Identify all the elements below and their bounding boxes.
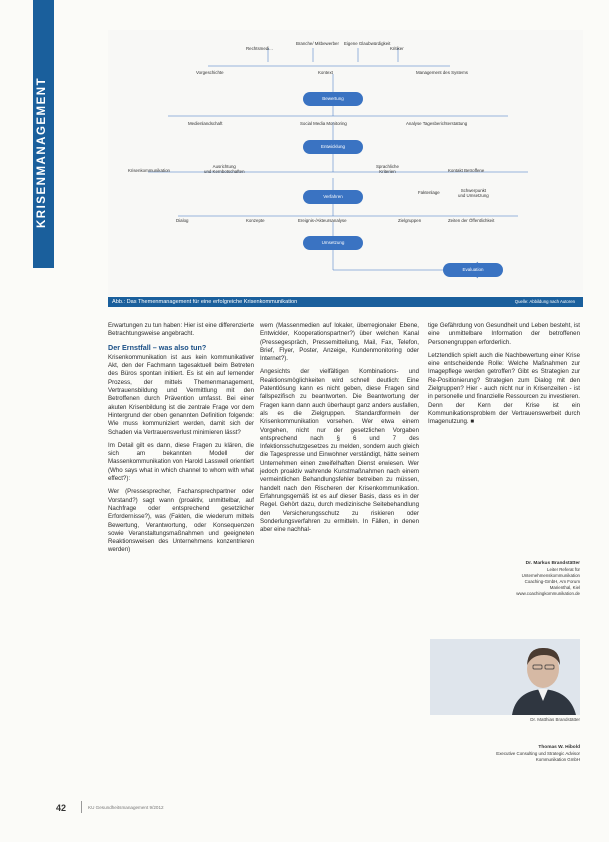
row4-node: Ereignis-/Akteursanalyse [298, 218, 347, 223]
footer-divider [81, 801, 82, 813]
paragraph: Angesichts der vielfältigen Kombinations- und Reaktionsmöglichkeiten wird schnell deutlich: Eine Patentlösung kann es nicht geben, diese Fragen sind fallspezifisch zu beantworten. Die Beantwortung der Fragen kann dann auch überhaupt ganz anders ausfallen, als es die Zielgruppen. Standardformeln der Krisenkommunikation vorsehen. Wer etwa einem Vorgehen, nicht nur der gesetzlichen Vorgaben entsprechend nach § 6 und 7 des Infektionsschutzgesetzes zu melden, sondern auch gleich die Tagespresse und Einwohner verständigt, hätte seinem Unternehmen einen zweifelhaften Dienst erwiesen. Wer jedoch proaktiv wahrende Kunstmaßnahmen nach einem vermeintlichen Behandlungsfehler betreiben zu müssen, handelt nach den Rischeren der Krisenkommunikation. Erfahrungsgemäß ist es auf dieser Basis, dass es in der Regel. Gehört dazu, durch medizinische Seitebehandlung den Versicherungsschutz zu riskieren oder Sonderlungsverfahren zu ermitteln. In Fällen, in denen aber eine nachhal- [260, 368, 419, 534]
top-node: Rechtsmedi... [246, 46, 273, 51]
diagram-connectors [108, 30, 583, 296]
row2-node: Analyse Tagesberichterstattung [406, 121, 468, 126]
caption-source: Quelle: Abbildung nach Autoren [514, 299, 575, 304]
paragraph: Erwartungen zu tun haben: Hier ist eine differenzierte Betrachtungsweise angebracht. [108, 322, 254, 338]
row4-node: Konzepte [246, 218, 265, 223]
row3-node: Kontakt Betroffene [448, 168, 485, 173]
row1-node: Management des Systems [416, 70, 468, 75]
text-column-1 [108, 322, 254, 560]
stage-pill: Bewertung [303, 92, 363, 106]
author-bio-2 [430, 744, 580, 763]
section-tab-label: KRISENMANAGEMENT [36, 76, 48, 228]
caption-title: Abb.: Das Themenmanagement für eine erfolgreiche Krisenkommunikation [112, 299, 298, 305]
row3-node: Sprachliche Kriterien [376, 164, 399, 175]
author-bio-1 [430, 560, 580, 597]
figure-caption [108, 297, 583, 307]
paragraph: tige Gefährdung von Gesundheit und Leben besteht, ist eine unmittelbare Information der betroffenen Personengruppen erforderlich. [428, 322, 580, 346]
author-name: Thomas W. Hibold [538, 745, 580, 750]
photo-caption: Dr. Matthias Brandstätter [530, 717, 580, 722]
row3b-node: Faktenlage [418, 190, 440, 195]
bio-line: Kommunikation GmbH [535, 757, 580, 762]
page-number: 42 [56, 803, 67, 813]
row1-node: Vorgeschichte [196, 70, 224, 75]
paragraph: Krisenkommunikation ist aus kein kommunikativer Akt, den der Fachmann tagesaktuell beim Betreten des Büros spontan initiiert. Es ist ein auf lernender Prozess, der mittels Themenmanagement, Vertrauensbildung und Vermittlung mit den Betroffenen durch Prävention umfasst. Bei einer akuten Krisenbildung ist die zentrale Frage vor dem Hintergrund der oben genannten Definition folgende: Wie muss kommuniziert werden, damit sich der Schaden via Vertrauensverlust minimieren lässt? [108, 353, 254, 436]
row4-node: Zielgruppen [398, 218, 422, 223]
row1-node: Kontext [318, 70, 333, 75]
bio-line: www.coachingkommunikation.de [516, 591, 580, 596]
text-column-2 [260, 322, 419, 539]
bio-line: Executive Consulting und Strategic Advisor [496, 751, 580, 756]
stage-pill: Verfahren [303, 190, 363, 204]
subheading: Der Ernstfall – was also tun? [108, 342, 207, 352]
paragraph: Letztendlich spielt auch die Nachbewertung einer Krise eine entscheidende Rolle: Welche Maßnahmen zur Imagepflege werden getroffen? Gibt es Strategien zur Re-Positionierung? Strategien zum Dialog mit den Zielgruppen? Hier - auch nicht nur in Krisenzeiten - ist in personelle und finanzielle Ressourcen zu investieren. Denn der Kern der Krise ist ein Kommunikationsproblem der Vertrauenswerbeit durch Imagenutzung. ■ [428, 351, 580, 426]
paragraph: Im Detail gilt es dann, diese Fragen zu klären, die sich am bekannten Modell der Massenkommunikation von Harold Lasswell orientiert (Who says what in which channel to whom with what effect?): [108, 441, 254, 483]
row2-node: Medienlandschaft [188, 121, 223, 126]
text-column-3 [428, 322, 580, 432]
row4-node: Zeiten der Öffentlichkeit [448, 218, 495, 223]
portrait-image [430, 639, 580, 715]
author-photo [430, 639, 580, 715]
row4-node: Dialog [176, 218, 189, 223]
bio-line: Unternehmenskommunikation [521, 573, 580, 578]
author-name: Dr. Markus Brandstätter [525, 561, 580, 566]
process-diagram [108, 30, 583, 296]
row3b-node: Schwerpunkt und Umsetzung [458, 188, 489, 199]
row2-node: Social Media Monitoring [300, 121, 347, 126]
top-node: Branche/ Mitbewerber [296, 41, 339, 46]
top-node: Kritiker [390, 46, 404, 51]
bio-line: Leiter Referat für [547, 567, 580, 572]
stage-pill: Evaluation [443, 263, 503, 277]
bio-line: Marienthal, Kiel [549, 585, 580, 590]
stage-pill: Entwicklung [303, 140, 363, 154]
paragraph: wem (Massenmedien auf lokaler, überregionaler Ebene, Entwickler, Kooperationspartner?) über welchen Kanal (Pressegespräch, Pressemitteilung, Mail, Fax, Telefon, Brief, Flyer, Poster, Anzeige, Kundenmonitoring oder Internet?). [260, 322, 419, 363]
issue-line: KU Gesundheitsmanagement 9/2012 [88, 805, 164, 810]
row3-node: Krisenkommunikation [128, 168, 170, 173]
row3-node: Ausrichtung und Kernbotschaften [204, 164, 245, 175]
paragraph: Wer (Pressesprecher, Fachansprechpartner oder Vorstand?) sagt wann (proaktiv, unmittelbar, auf Nachfrage oder entsprechend gesetzlicher Erfordernisse?), was (Fakten, die wiederum mittels Bewertung, Verantwortung, oder Konsequenzen sowie Veranstaltungsmaßnahmen und geeigneten Reaktionsweisen des Unternehmens konzentrieren werden) [108, 488, 254, 554]
stage-pill: Umsetzung [303, 236, 363, 250]
top-node: Eigene Glaubwürdigkeit [344, 41, 391, 46]
bio-line: Coaching-GmbH, Am Forum [524, 579, 580, 584]
